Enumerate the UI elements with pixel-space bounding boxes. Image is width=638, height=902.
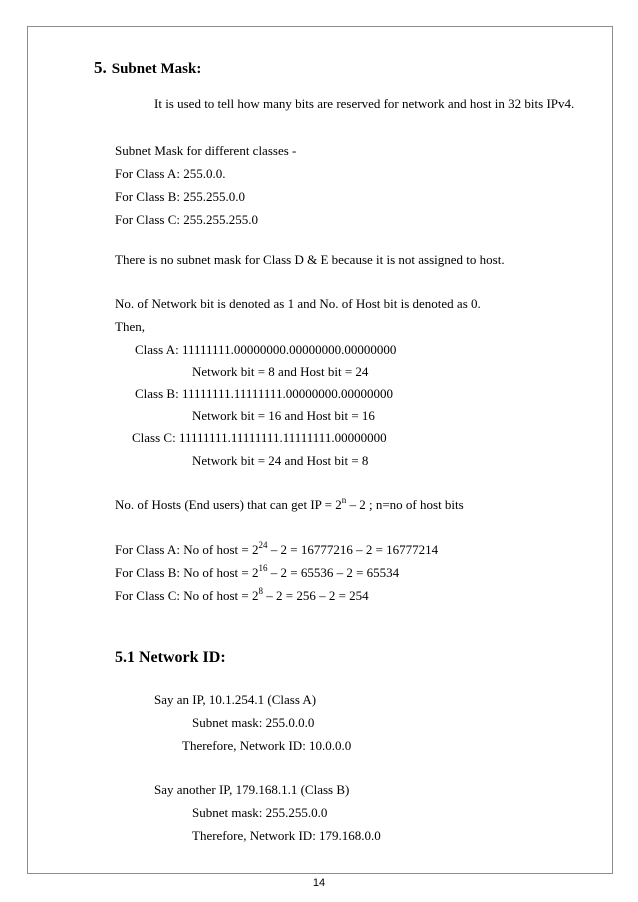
host-count-c-suffix: – 2 = 256 – 2 = 254 [262,588,369,603]
section-5-title: Subnet Mask: [111,61,202,77]
binary-class-b: Class B: 11111111.11111111.00000000.00000000 [135,386,393,401]
classes-heading: Subnet Mask for different classes - [115,143,297,158]
example1-result: Therefore, Network ID: 10.0.0.0 [182,738,352,753]
host-count-class-c [115,585,369,604]
host-count-class-b [115,562,400,581]
hosts-formula-suffix: – 2 ; n=no of host bits [346,497,464,512]
bits-class-c: Network bit = 24 and Host bit = 8 [192,453,369,468]
no-mask-note: There is no subnet mask for Class D & E because it is not assigned to host. [115,252,505,267]
page-number: 14 [312,877,326,889]
example1-mask: Subnet mask: 255.0.0.0 [192,715,315,730]
bits-class-a: Network bit = 8 and Host bit = 24 [192,364,369,379]
host-count-c-exponent: 8 [258,585,263,596]
section-5-heading [94,60,201,77]
hosts-formula-exponent: n [341,494,347,505]
host-count-c-prefix: For Class C: No of host = 2 [115,588,259,603]
host-count-b-suffix: – 2 = 65536 – 2 = 65534 [267,565,400,580]
bit-rule: No. of Network bit is denoted as 1 and No. of Host bit is denoted as 0. [115,296,481,311]
host-count-class-a [115,539,439,558]
mask-class-b: For Class B: 255.255.0.0 [115,189,246,204]
hosts-formula [115,494,464,513]
host-count-a-prefix: For Class A: No of host = 2 [115,542,259,557]
binary-class-c: Class C: 11111111.11111111.11111111.00000000 [132,430,387,445]
section-5-1-heading: 5.1 Network ID: [115,649,226,666]
then-label: Then, [115,319,145,334]
hosts-formula-prefix: No. of Hosts (End users) that can get IP = 2 [115,497,342,512]
host-count-a-suffix: – 2 = 16777216 – 2 = 16777214 [267,542,439,557]
binary-class-a: Class A: 11111111.00000000.00000000.00000000 [135,342,397,357]
mask-class-c: For Class C: 255.255.255.0 [115,212,259,227]
bits-class-b: Network bit = 16 and Host bit = 16 [192,408,375,423]
example2-mask: Subnet mask: 255.255.0.0 [192,805,328,820]
host-count-b-prefix: For Class B: No of host = 2 [115,565,259,580]
example1-ip: Say an IP, 10.1.254.1 (Class A) [154,692,317,707]
example2-ip: Say another IP, 179.168.1.1 (Class B) [154,782,350,797]
host-count-b-exponent: 16 [258,562,268,573]
mask-class-a: For Class A: 255.0.0. [115,166,226,181]
section-5-intro: It is used to tell how many bits are reserved for network and host in 32 bits IPv4. [154,96,575,111]
section-5-number: 5. [94,58,107,77]
host-count-a-exponent: 24 [258,539,268,550]
example2-result: Therefore, Network ID: 179.168.0.0 [192,828,381,843]
